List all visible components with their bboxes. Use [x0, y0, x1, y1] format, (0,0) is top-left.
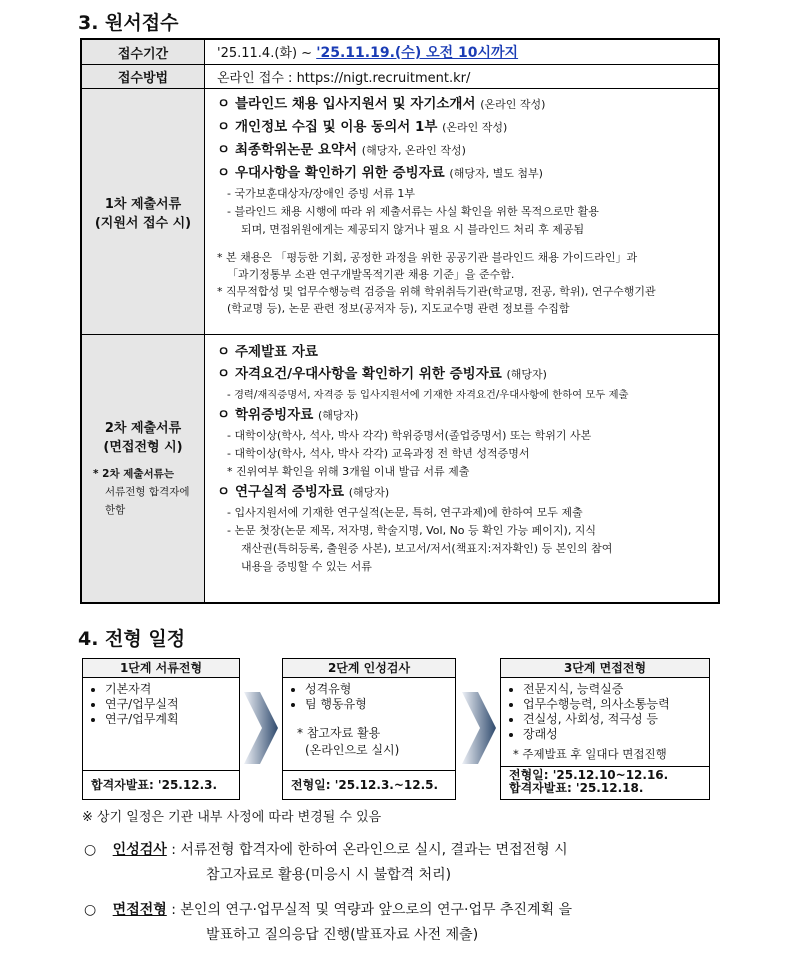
stage-box-2 [282, 658, 456, 800]
interview-label: 면접전형 [112, 902, 167, 918]
second-docs-header [81, 335, 205, 603]
second-item: ㅇ 주제발표 자료 [217, 344, 318, 360]
stage-extra: * 주제발표 후 일대다 면접진행 [513, 747, 667, 761]
stage-footer: 전형일: '25.12.3.~12.5. [283, 770, 455, 799]
stage-item: • 견실성, 사회성, 적극성 등 [523, 712, 709, 727]
period-deadline: '25.11.19.(수) 오전 10시까지 [316, 45, 519, 61]
second-item: ㅇ 학위증빙자료 (해당자) [217, 407, 359, 423]
personality-test-text: : 서류전형 합격자에 한하여 온라인으로 실시, 결과는 면접전형 시 [171, 842, 568, 858]
stage-footer: 합격자발표: '25.12.3. [83, 770, 239, 799]
first-item: ㅇ 최종학위논문 요약서 (해당자, 온라인 작성) [217, 142, 466, 158]
stage-box-3 [500, 658, 710, 800]
arrow-icon [240, 688, 280, 768]
period-start: '25.11.4.(화) ~ [217, 46, 313, 61]
section4-title: 4. 전형 일정 [78, 628, 186, 650]
first-item: ㅇ 개인정보 수집 및 이용 동의서 1부 (온라인 작성) [217, 119, 508, 135]
period-header: 접수기간 [81, 39, 205, 65]
first-docs-title: 1차 제출서류 [104, 196, 182, 212]
stage-item: • 기본자격 [105, 682, 239, 697]
second-sub: - 경력/재직증명서, 자격증 등 입사지원서에 기재한 자격요건/우대사항에 한하여 모두 제출 [227, 389, 629, 401]
stage-title: 1단계 서류전형 [83, 659, 239, 678]
first-item: ㅇ 블라인드 채용 입사지원서 및 자기소개서 (온라인 작성) [217, 96, 546, 112]
stage-box-1 [82, 658, 240, 800]
section3-title: 3. 원서접수 [78, 12, 179, 34]
first-docs-header [81, 89, 205, 335]
personality-test-label: 인성검사 [112, 842, 167, 858]
second-item: ㅇ 연구실적 증빙자료 (해당자) [217, 484, 390, 500]
stage-item: • 연구/업무계획 [105, 712, 239, 727]
method-value: 온라인 접수 : https://nigt.recruitment.kr/ [205, 65, 720, 89]
first-sub: - 블라인드 채용 시행에 따라 위 제출서류는 사실 확인을 위한 목적으로만 활용 [227, 205, 599, 218]
first-note: * 본 채용은 「평등한 기회, 공정한 과정을 위한 공공기관 블라인드 채용 가이드라인」과 [217, 251, 638, 264]
interview-text: : 본인의 연구·업무실적 및 역량과 앞으로의 연구·업무 추진계획 을 [171, 902, 573, 918]
interview-paragraph [84, 898, 572, 948]
second-docs-title: 2차 제출서류 [104, 421, 182, 437]
first-docs-subtitle: (지원서 접수 시) [94, 215, 192, 231]
stage-item: • 팀 행동유형 [305, 697, 455, 712]
first-note: * 직무적합성 및 업무수행능력 검증을 위해 학위취득기관(학교명, 전공, 학위), 연구수행기관 [217, 285, 656, 298]
first-item: ㅇ 우대사항을 확인하기 위한 증빙자료 (해당자, 별도 첨부) [217, 165, 543, 181]
stage-item: • 연구/업무실적 [105, 697, 239, 712]
stage-footer: 전형일: '25.12.10~12.16. 합격자발표: '25.12.18. [501, 766, 709, 799]
second-sub: 재산권(특허등록, 출원증 사본), 보고서/저서(책표지:저자확인) 등 본인의 참여 [241, 542, 613, 555]
second-sub: - 입사지원서에 기재한 연구실적(논문, 특허, 연구과제)에 한하여 모두 제출 [227, 506, 583, 519]
application-table [80, 38, 720, 604]
circle-mark: ○ [84, 902, 97, 918]
method-header: 접수방법 [81, 65, 205, 89]
circle-mark: ○ [84, 842, 97, 858]
stage-item: • 장래성 [523, 727, 709, 742]
second-sub: - 대학이상(학사, 석사, 박사 각각) 학위증명서(졸업증명서) 또는 학위기 사본 [227, 429, 592, 442]
second-sub: - 논문 첫장(논문 제목, 저자명, 학술지명, Vol, No 등 확인 가능 페이지), 지식 [227, 524, 597, 537]
stage-title: 2단계 인성검사 [283, 659, 455, 678]
second-docs-note: * 2차 제출서류는 서류전형 합격자에 한함 [93, 468, 190, 517]
first-sub: 되며, 면접위원에게는 제공되지 않거나 필요 시 블라인드 처리 후 제공됨 [241, 223, 585, 236]
stage-item: • 업무수행능력, 의사소통능력 [523, 697, 709, 712]
second-docs-subtitle: (면접전형 시) [103, 440, 183, 456]
stage-title: 3단계 면접전형 [501, 659, 709, 678]
second-docs-content [205, 335, 720, 603]
stage-extra: (온라인으로 실시) [305, 743, 400, 757]
first-docs-content [205, 89, 720, 335]
first-sub: - 국가보훈대상자/장애인 증빙 서류 1부 [227, 187, 416, 200]
second-item: ㅇ 자격요건/우대사항을 확인하기 위한 증빙자료 (해당자) [217, 366, 547, 382]
interview-text2: 발표하고 질의응답 진행(발표자료 사전 제출) [206, 927, 479, 943]
period-value [205, 39, 720, 65]
second-sub: - 대학이상(학사, 석사, 박사 각각) 교육과정 전 학년 성적증명서 [227, 447, 530, 460]
stage-extra: * 참고자료 활용 [297, 726, 381, 740]
stage-item: • 성격유형 [305, 682, 455, 697]
personality-test-paragraph [84, 838, 568, 888]
stage-item: • 전문지식, 능력실증 [523, 682, 709, 697]
second-sub: 내용을 증빙할 수 있는 서류 [241, 560, 372, 573]
first-note: 「과기정통부 소관 연구개발목적기관 채용 기준」을 준수함. [227, 268, 515, 281]
first-note: (학교명 등), 논문 관련 정보(공저자 등), 지도교수명 관련 정보를 수집함 [227, 302, 570, 315]
schedule-notice: ※ 상기 일정은 기관 내부 사정에 따라 변경될 수 있음 [82, 810, 382, 825]
personality-test-text2: 참고자료로 활용(미응시 시 불합격 처리) [206, 867, 452, 883]
second-sub: * 진위여부 확인을 위해 3개월 이내 발급 서류 제출 [227, 465, 470, 478]
arrow-icon [458, 688, 498, 768]
